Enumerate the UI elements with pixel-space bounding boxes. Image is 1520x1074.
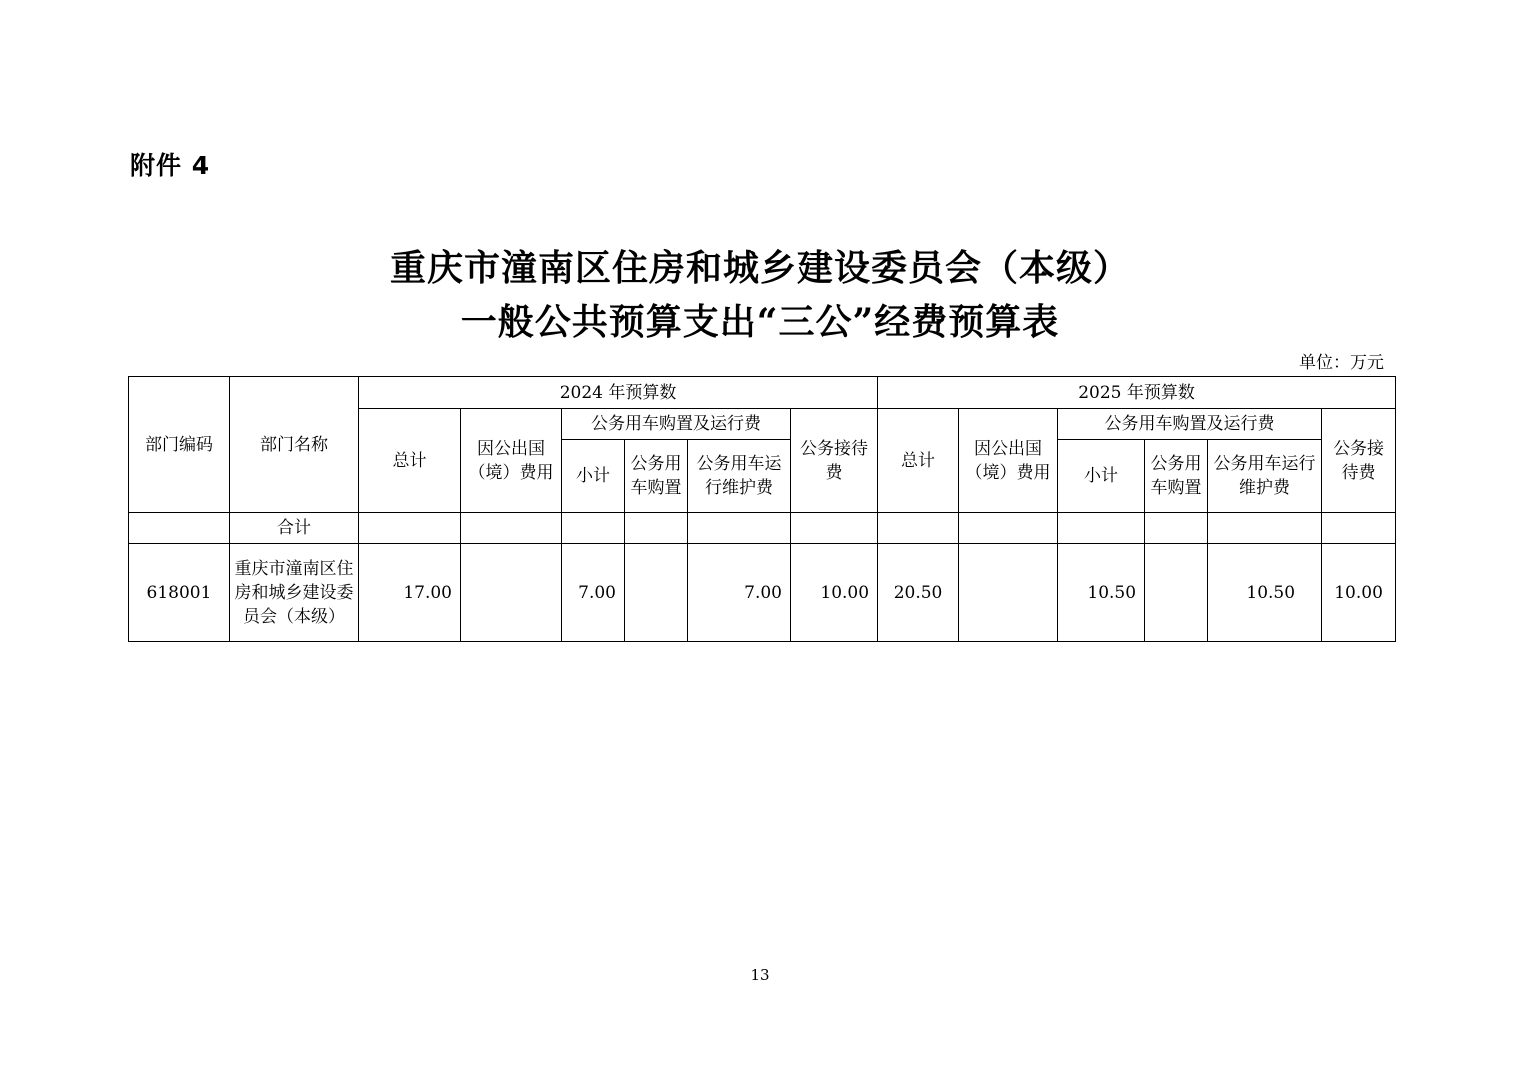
total-cell: [1058, 513, 1145, 544]
total-row: [129, 513, 1396, 544]
y2024-vehicle-purchase: [625, 544, 688, 642]
header-2024-total: 总计: [359, 409, 461, 513]
total-cell: [688, 513, 791, 544]
total-cell: [959, 513, 1058, 544]
y2024-vehicle-maintenance: 7.00: [688, 544, 791, 642]
total-cell: [1208, 513, 1322, 544]
header-2025-total: 总计: [878, 409, 959, 513]
y2025-total: 20.50: [878, 544, 959, 642]
attachment-label: 附件 4: [130, 151, 211, 180]
dept-code: 618001: [129, 544, 230, 642]
y2025-vehicle-purchase: [1145, 544, 1208, 642]
header-year-2024: 2024 年预算数: [359, 377, 878, 409]
y2025-subtotal: 10.50: [1058, 544, 1145, 642]
header-dept-name: 部门名称: [230, 377, 359, 513]
dept-name: 重庆市潼南区住房和城乡建设委员会（本级）: [230, 544, 359, 642]
header-year-2025: 2025 年预算数: [878, 377, 1396, 409]
page-number: 13: [750, 966, 770, 984]
y2024-total: 17.00: [359, 544, 461, 642]
header-2025-reception: 公务接待费: [1322, 409, 1396, 513]
total-code-cell: [129, 513, 230, 544]
header-2024-abroad: 因公出国（境）费用: [461, 409, 562, 513]
y2024-reception: 10.00: [791, 544, 878, 642]
unit-label: 单位：万元: [1299, 353, 1384, 373]
y2025-vehicle-maintenance: 10.50: [1208, 544, 1322, 642]
header-dept-code: 部门编码: [129, 377, 230, 513]
y2025-reception: 10.00: [1322, 544, 1396, 642]
budget-table: [128, 376, 1396, 642]
header-2025-abroad: 因公出国（境）费用: [959, 409, 1058, 513]
y2025-abroad: [959, 544, 1058, 642]
document-title-line1: 重庆市潼南区住房和城乡建设委员会（本级）: [389, 247, 1130, 289]
header-2024-vehicle-purchase: 公务用车购置: [625, 440, 688, 513]
y2024-abroad: [461, 544, 562, 642]
total-label: 合计: [230, 513, 359, 544]
total-cell: [461, 513, 562, 544]
total-cell: [791, 513, 878, 544]
document-title-line2: 一般公共预算支出“三公”经费预算表: [460, 301, 1060, 343]
header-2025-vehicle-purchase: 公务用车购置: [1145, 440, 1208, 513]
header-2025-vehicle-maintenance: 公务用车运行维护费: [1208, 440, 1322, 513]
total-cell: [562, 513, 625, 544]
header-2025-subtotal: 小计: [1058, 440, 1145, 513]
y2024-subtotal: 7.00: [562, 544, 625, 642]
header-2024-vehicle-maintenance: 公务用车运行维护费: [688, 440, 791, 513]
header-2025-vehicle-group: 公务用车购置及运行费: [1058, 409, 1322, 440]
total-cell: [625, 513, 688, 544]
total-cell: [359, 513, 461, 544]
total-cell: [1145, 513, 1208, 544]
header-2024-reception: 公务接待费: [791, 409, 878, 513]
table-row: [129, 544, 1396, 642]
total-cell: [1322, 513, 1396, 544]
header-2024-vehicle-group: 公务用车购置及运行费: [562, 409, 791, 440]
total-cell: [878, 513, 959, 544]
header-2024-subtotal: 小计: [562, 440, 625, 513]
